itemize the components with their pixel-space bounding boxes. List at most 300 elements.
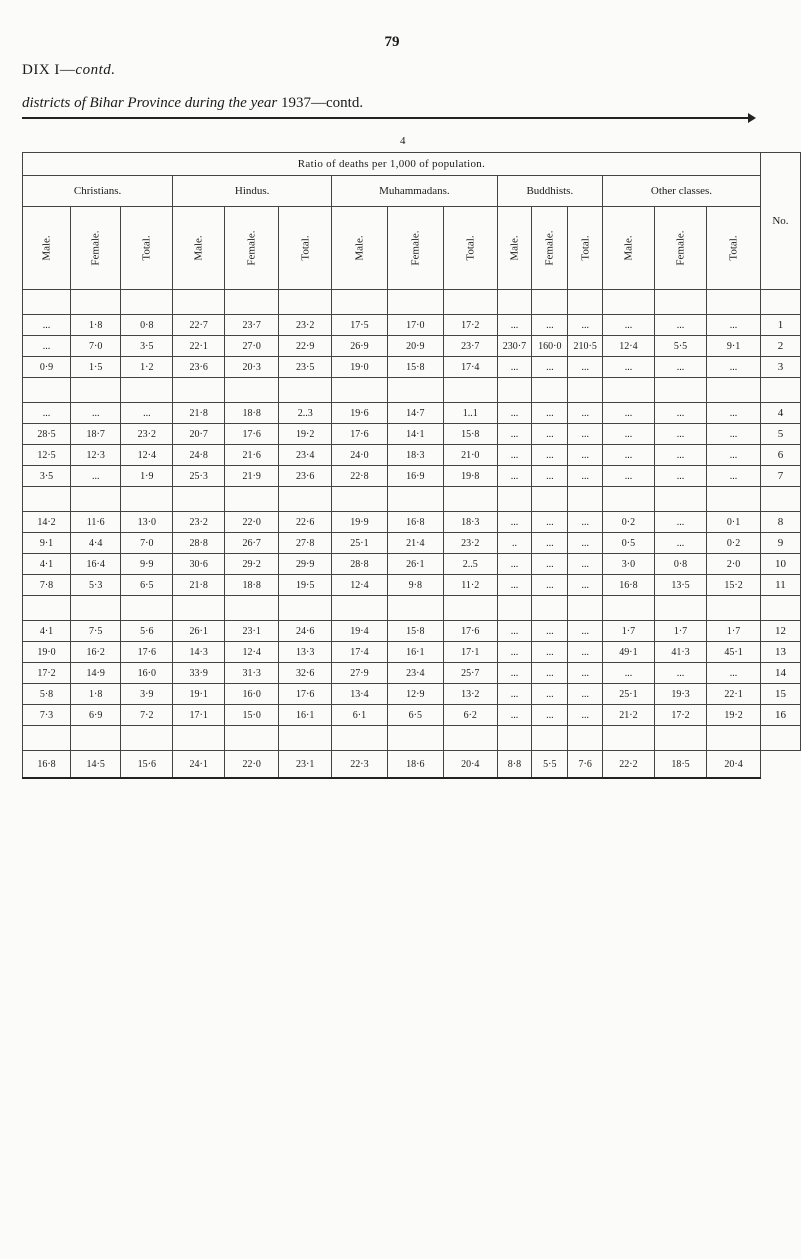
ratio-cell: 17·6 (225, 424, 279, 445)
ratio-cell: 32·6 (279, 663, 332, 684)
ratio-cell: 160·0 (532, 336, 568, 357)
table-title: Ratio of deaths per 1,000 of population. (23, 153, 761, 176)
ratio-cell: 12·4 (225, 642, 279, 663)
ratio-cell: ... (654, 466, 706, 487)
spacer-cell (279, 726, 332, 751)
ratio-cell: 21·2 (603, 705, 655, 726)
ratio-cell: ... (497, 512, 532, 533)
ratio-cell: 5·8 (23, 684, 71, 705)
ratio-cell: 14·9 (71, 663, 121, 684)
ratio-cell: 0·5 (603, 533, 655, 554)
spacer-cell (497, 596, 532, 621)
ratio-cell: 19·6 (332, 403, 388, 424)
ratio-cell: ... (497, 554, 532, 575)
ratio-cell: 19·5 (279, 575, 332, 596)
spacer-cell (121, 487, 173, 512)
ratio-cell: 17·1 (443, 642, 497, 663)
ratio-cell: ... (497, 357, 532, 378)
ratio-cell: 27·0 (225, 336, 279, 357)
spacer-cell (387, 290, 443, 315)
ratio-cell: 21·4 (387, 533, 443, 554)
ratio-cell: 7·0 (71, 336, 121, 357)
ratio-cell: 1·5 (71, 357, 121, 378)
spacer-cell (23, 290, 71, 315)
ratio-cell: 23·2 (443, 533, 497, 554)
spacer-cell (497, 378, 532, 403)
spacer-cell (71, 378, 121, 403)
ratio-cell: 22·0 (225, 512, 279, 533)
sex-column-header (121, 207, 173, 290)
ratio-cell: ... (497, 466, 532, 487)
spacer-cell (332, 726, 388, 751)
sex-column-header-label: Female. (674, 230, 687, 266)
spacer-cell (760, 726, 800, 751)
ratio-cell: 17·0 (387, 315, 443, 336)
ratio-cell: ... (603, 466, 655, 487)
ratio-cell: 21·8 (173, 575, 225, 596)
ratio-cell: 17·6 (121, 642, 173, 663)
group-header: Hindus. (173, 176, 332, 207)
row-number: 7 (760, 466, 800, 487)
ratio-cell: 19·0 (23, 642, 71, 663)
spacer-cell (332, 290, 388, 315)
ratio-cell: 45·1 (707, 642, 761, 663)
spacer-cell (23, 726, 71, 751)
ratio-cell: ... (568, 684, 603, 705)
sex-column-header (532, 207, 568, 290)
spacer-cell (568, 290, 603, 315)
spacer-cell (603, 726, 655, 751)
row-number: 3 (760, 357, 800, 378)
ratio-cell: 19·1 (173, 684, 225, 705)
spacer-cell (23, 378, 71, 403)
group-header: Other classes. (603, 176, 761, 207)
ratio-cell: ... (603, 357, 655, 378)
ratio-cell: ... (532, 445, 568, 466)
ratio-cell: 19·2 (707, 705, 761, 726)
spacer-cell (279, 596, 332, 621)
ratio-cell: 3·9 (121, 684, 173, 705)
ratio-cell: ... (532, 533, 568, 554)
ratio-cell: ... (532, 424, 568, 445)
ratio-cell: 22·8 (332, 466, 388, 487)
spacer-cell (121, 596, 173, 621)
spacer-cell (279, 487, 332, 512)
ratio-cell: ... (707, 403, 761, 424)
spacer-cell (654, 290, 706, 315)
ratio-cell: 17·1 (173, 705, 225, 726)
total-cell: 8·8 (497, 751, 532, 779)
ratio-cell: ... (532, 357, 568, 378)
total-row-number-blank (760, 751, 800, 779)
spacer-cell (603, 378, 655, 403)
ratio-cell: ... (603, 315, 655, 336)
ratio-cell: 29·2 (225, 554, 279, 575)
ratio-cell: ... (23, 403, 71, 424)
ratio-cell: 23·5 (279, 357, 332, 378)
spacer-cell (603, 487, 655, 512)
total-cell: 7·6 (568, 751, 603, 779)
spacer-cell (173, 378, 225, 403)
sex-column-header (654, 207, 706, 290)
sex-column-header (497, 207, 532, 290)
sex-column-header-label: Female. (245, 230, 258, 266)
table-row (23, 705, 801, 726)
sex-column-header (23, 207, 71, 290)
ratio-cell: ... (568, 466, 603, 487)
ratio-cell: 19·8 (443, 466, 497, 487)
spacer-cell (568, 726, 603, 751)
spacer-cell (225, 596, 279, 621)
ratio-cell: 22·6 (279, 512, 332, 533)
ratio-cell: 16·1 (279, 705, 332, 726)
spacer-cell (760, 378, 800, 403)
sex-column-header-label: Male. (40, 235, 53, 261)
ratio-cell: ... (568, 621, 603, 642)
row-number: 1 (760, 315, 800, 336)
ratio-cell: 6·9 (71, 705, 121, 726)
row-number: 8 (760, 512, 800, 533)
ratio-cell: 13·2 (443, 684, 497, 705)
ratio-cell: ... (71, 466, 121, 487)
ratio-cell: 27·8 (279, 533, 332, 554)
ratio-cell: 2·0 (707, 554, 761, 575)
ratio-cell: ... (532, 575, 568, 596)
ratio-cell: 13·4 (332, 684, 388, 705)
spacer-cell (225, 378, 279, 403)
ratio-cell: 11·6 (71, 512, 121, 533)
sex-column-header-label: Male. (622, 235, 635, 261)
spacer-cell (707, 726, 761, 751)
spacer-cell (568, 378, 603, 403)
ratio-cell: 5·5 (654, 336, 706, 357)
ratio-cell: ... (603, 424, 655, 445)
spacer-cell (332, 487, 388, 512)
table-row (23, 642, 801, 663)
spacer-cell (23, 487, 71, 512)
spacer-cell (654, 378, 706, 403)
table-row (23, 403, 801, 424)
spacer-cell (387, 726, 443, 751)
ratio-cell: 22·1 (707, 684, 761, 705)
sex-column-header (173, 207, 225, 290)
row-number: 16 (760, 705, 800, 726)
ratio-cell: ... (568, 445, 603, 466)
ratio-cell: 22·9 (279, 336, 332, 357)
ratio-cell: 24·0 (332, 445, 388, 466)
ratio-cell: 16·1 (387, 642, 443, 663)
ratio-cell: ... (707, 663, 761, 684)
spacer-cell (707, 378, 761, 403)
ratio-cell: 9·8 (387, 575, 443, 596)
ratio-cell: 14·2 (23, 512, 71, 533)
ratio-cell: 12·9 (387, 684, 443, 705)
ratio-cell: 2..3 (279, 403, 332, 424)
ratio-cell: 23·6 (173, 357, 225, 378)
ratio-cell: 3·5 (121, 336, 173, 357)
spacer-row (23, 378, 801, 403)
ratio-cell: 49·1 (603, 642, 655, 663)
ratio-cell: 41·3 (654, 642, 706, 663)
ratio-cell: 21·8 (173, 403, 225, 424)
ratio-cell: 26·9 (332, 336, 388, 357)
table-row (23, 512, 801, 533)
ratio-cell: 7·2 (121, 705, 173, 726)
ratio-cell: 0·2 (603, 512, 655, 533)
ratio-cell: 21·0 (443, 445, 497, 466)
sex-column-header (71, 207, 121, 290)
spacer-cell (443, 378, 497, 403)
row-number: 2 (760, 336, 800, 357)
ratio-cell: ... (23, 336, 71, 357)
ratio-cell: ... (497, 621, 532, 642)
appendix-heading-prefix: DIX I— (22, 62, 76, 78)
ratio-cell: ... (532, 466, 568, 487)
spacer-cell (497, 726, 532, 751)
ratio-cell: ... (532, 512, 568, 533)
ratio-cell: 13·3 (279, 642, 332, 663)
ratio-cell: 9·9 (121, 554, 173, 575)
ratio-cell: 30·6 (173, 554, 225, 575)
sex-column-header-label: Female. (409, 230, 422, 266)
ratio-cell: 4·1 (23, 554, 71, 575)
ratio-cell: 14·7 (387, 403, 443, 424)
spacer-cell (173, 726, 225, 751)
table-row (23, 621, 801, 642)
ratio-cell: 0·1 (707, 512, 761, 533)
ratio-cell: 11·2 (443, 575, 497, 596)
ratio-cell: 24·6 (279, 621, 332, 642)
ratio-cell: ... (707, 445, 761, 466)
sex-column-header (707, 207, 761, 290)
ratio-cell: 15·8 (387, 357, 443, 378)
ratio-cell: ... (568, 357, 603, 378)
ratio-cell: 16·8 (387, 512, 443, 533)
spacer-cell (173, 290, 225, 315)
ratio-cell: 16·9 (387, 466, 443, 487)
sex-column-header-label: Total. (299, 235, 312, 261)
total-cell: 15·6 (121, 751, 173, 779)
row-number: 11 (760, 575, 800, 596)
row-number-header: No. (760, 153, 800, 290)
ratio-cell: 25·7 (443, 663, 497, 684)
ratio-cell: 17·4 (332, 642, 388, 663)
spacer-cell (71, 290, 121, 315)
ratio-cell: 210·5 (568, 336, 603, 357)
top-rule (22, 117, 752, 119)
group-header: Buddhists. (497, 176, 602, 207)
spacer-cell (225, 487, 279, 512)
spacer-cell (279, 378, 332, 403)
ratio-cell: 1·7 (603, 621, 655, 642)
ratio-cell: 19·0 (332, 357, 388, 378)
table-row (23, 575, 801, 596)
ratio-cell: 16·8 (603, 575, 655, 596)
ratio-cell: ... (654, 315, 706, 336)
ratio-cell: 12·5 (23, 445, 71, 466)
sex-column-header-label: Female. (543, 230, 556, 266)
ratio-cell: 16·0 (121, 663, 173, 684)
ratio-cell: 28·8 (173, 533, 225, 554)
sex-column-header-label: Male. (353, 235, 366, 261)
ratio-cell: ... (654, 403, 706, 424)
subheading-italic: districts of Bihar Province during the year (22, 95, 278, 111)
spacer-cell (568, 487, 603, 512)
ratio-cell: ... (707, 357, 761, 378)
total-row (23, 751, 801, 779)
ratio-cell: 16·4 (71, 554, 121, 575)
ratio-cell: ... (654, 357, 706, 378)
ratio-cell: 31·3 (225, 663, 279, 684)
appendix-heading-contd: contd. (75, 62, 116, 78)
ratio-cell: 23·2 (121, 424, 173, 445)
ratio-cell: 1·9 (121, 466, 173, 487)
sex-column-header-label: Male. (192, 235, 205, 261)
spacer-cell (654, 596, 706, 621)
ratio-cell: 19·2 (279, 424, 332, 445)
ratio-cell: 28·5 (23, 424, 71, 445)
ratio-cell: ... (497, 642, 532, 663)
ratio-cell: 1·2 (121, 357, 173, 378)
ratio-cell: 23·7 (443, 336, 497, 357)
ratio-cell: 0·8 (121, 315, 173, 336)
spacer-row (23, 596, 801, 621)
appendix-heading (22, 62, 115, 79)
spacer-cell (760, 487, 800, 512)
ratio-cell: ... (568, 575, 603, 596)
spacer-cell (443, 596, 497, 621)
ratio-cell: 17·4 (443, 357, 497, 378)
ratio-cell: 0·2 (707, 533, 761, 554)
ratio-cell: 19·3 (654, 684, 706, 705)
ratio-cell: ... (568, 424, 603, 445)
ratio-cell: 23·4 (279, 445, 332, 466)
ratio-cell: 23·6 (279, 466, 332, 487)
ratio-cell: 3·0 (603, 554, 655, 575)
sex-column-header (568, 207, 603, 290)
spacer-cell (707, 290, 761, 315)
spacer-cell (707, 487, 761, 512)
ratio-cell: 13·5 (654, 575, 706, 596)
ratio-cell: .. (497, 533, 532, 554)
ratio-cell: ... (121, 403, 173, 424)
ratio-cell: 15·8 (387, 621, 443, 642)
total-cell: 24·1 (173, 751, 225, 779)
spacer-cell (654, 487, 706, 512)
row-number: 6 (760, 445, 800, 466)
ratio-cell: ... (497, 445, 532, 466)
sex-column-header (279, 207, 332, 290)
table-row (23, 684, 801, 705)
ratio-cell: 3·5 (23, 466, 71, 487)
spacer-cell (173, 596, 225, 621)
spacer-cell (387, 487, 443, 512)
ratio-cell: 14·1 (387, 424, 443, 445)
ratio-cell: ... (568, 554, 603, 575)
ratio-cell: 23·1 (225, 621, 279, 642)
table-subheading (22, 95, 363, 112)
ratio-cell: ... (497, 684, 532, 705)
ratio-cell: 13·0 (121, 512, 173, 533)
ratio-cell: ... (654, 512, 706, 533)
ratio-cell: 26·1 (173, 621, 225, 642)
ratio-cell: 1..1 (443, 403, 497, 424)
spacer-cell (443, 726, 497, 751)
row-number: 15 (760, 684, 800, 705)
spacer-cell (603, 290, 655, 315)
ratio-cell: 12·4 (332, 575, 388, 596)
ratio-cell: ... (568, 642, 603, 663)
spacer-cell (332, 378, 388, 403)
ratio-cell: 19·9 (332, 512, 388, 533)
total-cell: 16·8 (23, 751, 71, 779)
ratio-cell: ... (603, 663, 655, 684)
spacer-cell (225, 726, 279, 751)
ratio-cell: 29·9 (279, 554, 332, 575)
spacer-cell (279, 290, 332, 315)
spacer-cell (121, 378, 173, 403)
total-cell: 14·5 (71, 751, 121, 779)
ratio-cell: 1·8 (71, 315, 121, 336)
sex-column-header-label: Male. (508, 235, 521, 261)
table-row (23, 663, 801, 684)
spacer-cell (71, 487, 121, 512)
ratio-cell: 7·8 (23, 575, 71, 596)
spacer-cell (121, 726, 173, 751)
spacer-cell (173, 487, 225, 512)
ratio-cell: ... (568, 512, 603, 533)
sex-column-header (225, 207, 279, 290)
row-number: 4 (760, 403, 800, 424)
ratio-cell: 12·4 (121, 445, 173, 466)
ratio-cell: 7·0 (121, 533, 173, 554)
ratio-cell: 27·9 (332, 663, 388, 684)
spacer-row (23, 290, 801, 315)
ratio-cell: 18·8 (225, 403, 279, 424)
ratio-cell: 33·9 (173, 663, 225, 684)
death-ratio-table (22, 152, 801, 779)
ratio-cell: 23·2 (173, 512, 225, 533)
ratio-cell: 22·1 (173, 336, 225, 357)
ratio-cell: 12·4 (603, 336, 655, 357)
ratio-cell: ... (532, 621, 568, 642)
table-row (23, 466, 801, 487)
ratio-cell: 7·5 (71, 621, 121, 642)
ratio-cell: 22·7 (173, 315, 225, 336)
ratio-cell: 20·3 (225, 357, 279, 378)
sex-column-header (443, 207, 497, 290)
table-row (23, 357, 801, 378)
table-row (23, 336, 801, 357)
ratio-cell: 6·5 (387, 705, 443, 726)
ratio-cell: 25·1 (332, 533, 388, 554)
spacer-cell (532, 487, 568, 512)
ratio-cell: ... (532, 315, 568, 336)
ratio-cell: ... (603, 445, 655, 466)
ratio-cell: 9·1 (23, 533, 71, 554)
ratio-cell: 17·6 (443, 621, 497, 642)
total-cell: 22·3 (332, 751, 388, 779)
ratio-cell: ... (568, 663, 603, 684)
ratio-cell: 23·2 (279, 315, 332, 336)
ratio-cell: 1·7 (707, 621, 761, 642)
ratio-cell: 20·7 (173, 424, 225, 445)
sex-column-header-label: Female. (89, 230, 102, 266)
spacer-cell (71, 726, 121, 751)
row-number: 10 (760, 554, 800, 575)
spacer-cell (532, 596, 568, 621)
ratio-cell: 16·0 (225, 684, 279, 705)
